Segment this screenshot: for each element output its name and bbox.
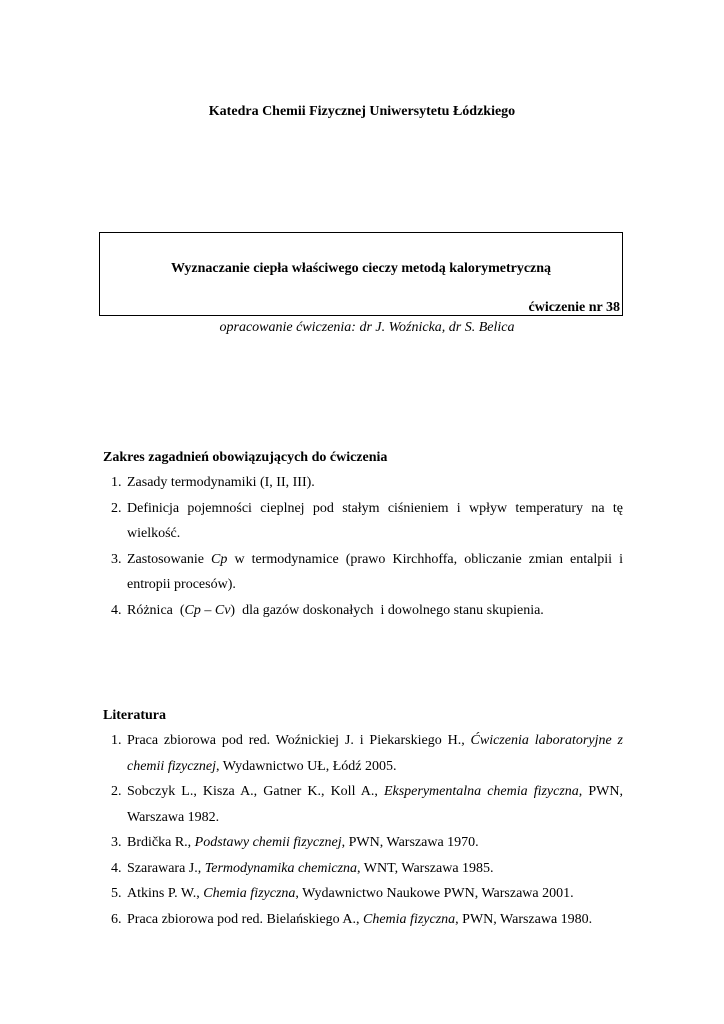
list-text-italic: Ćwiczenia laboratoryjne z chemii fizycznej <box>127 733 623 774</box>
list-number: 2. <box>111 500 122 516</box>
list-item <box>103 907 623 933</box>
list-item <box>103 830 623 856</box>
list-text-post: w termodynamice (prawo Kirchhoffa, obliczanie zmian entalpii i entropii procesów). <box>127 551 623 592</box>
list-text-italic: Cp – Cv <box>184 602 231 618</box>
exercise-title: Wyznaczanie ciepła właściwego cieczy metodą kalorymetryczną <box>170 261 552 276</box>
institution-header: Katedra Chemii Fizycznej Uniwersytetu Łódzkiego <box>208 104 516 119</box>
list-number: 1. <box>111 733 122 748</box>
list-text-italic: Chemia fizyczna <box>203 886 296 901</box>
literature-list <box>103 728 623 932</box>
list-item <box>103 881 623 907</box>
list-text-post: ) dla gazów doskonałych i dowolnego stanu skupienia. <box>230 602 544 618</box>
list-number: 6. <box>111 911 122 927</box>
list-text-pre: Różnica ( <box>127 602 185 618</box>
list-text-post: , PWN, Warszawa 1970. <box>341 835 479 850</box>
list-text-italic: Termodynamika chemiczna <box>204 860 358 876</box>
list-text-post: , PWN, Warszawa 1982. <box>127 784 623 825</box>
list-item <box>103 470 623 496</box>
list-item <box>103 779 623 830</box>
list-text: Zasady termodynamiki (I, II, III). <box>127 475 315 490</box>
list-text-post: , PWN, Warszawa 1980. <box>455 911 593 927</box>
literature-heading: Literatura <box>103 708 166 723</box>
list-item <box>103 728 623 779</box>
list-text-post: , WNT, Warszawa 1985. <box>357 860 494 876</box>
list-text-pre: Praca zbiorowa pod red. Bielańskiego A., <box>127 911 363 927</box>
list-item <box>103 598 623 624</box>
list-text-pre: Brdička R., <box>127 835 195 850</box>
list-text-italic: Cp <box>211 551 228 567</box>
list-text-italic: Chemia fizyczna <box>363 911 456 927</box>
list-item <box>103 856 623 882</box>
list-number: 3. <box>111 835 122 850</box>
list-number: 4. <box>111 602 122 618</box>
title-box <box>99 232 623 316</box>
list-number: 2. <box>111 784 122 799</box>
list-item <box>103 547 623 598</box>
authors-line: opracowanie ćwiczenia: dr J. Woźnicka, dr S. Belica <box>219 320 515 335</box>
list-item <box>103 496 623 547</box>
list-text-pre: Zastosowanie <box>127 551 212 567</box>
list-number: 3. <box>111 551 122 567</box>
list-number: 5. <box>111 886 122 901</box>
scope-heading: Zakres zagadnień obowiązujących do ćwiczenia <box>103 450 388 465</box>
list-text: Definicja pojemności cieplnej pod stałym ciśnieniem i wpływ temperatury na tę wielkość. <box>127 500 623 541</box>
list-text-post: , Wydawnictwo Naukowe PWN, Warszawa 2001. <box>295 886 574 901</box>
list-number: 4. <box>111 860 122 876</box>
list-text-post: , Wydawnictwo UŁ, Łódź 2005. <box>216 758 397 774</box>
list-text-pre: Szarawara J., <box>127 860 205 876</box>
list-text-italic: Podstawy chemii fizycznej <box>194 835 342 850</box>
list-text-pre: Praca zbiorowa pod red. Woźnickiej J. i Piekarskiego H., <box>127 733 471 748</box>
list-number: 1. <box>111 475 122 490</box>
list-text-pre: Sobczyk L., Kisza A., Gatner K., Koll A., <box>127 784 384 799</box>
scope-list <box>103 470 623 623</box>
list-text-pre: Atkins P. W., <box>127 886 204 901</box>
exercise-number: ćwiczenie nr 38 <box>528 300 620 315</box>
list-text-italic: Eksperymentalna chemia fizyczna <box>383 784 579 799</box>
